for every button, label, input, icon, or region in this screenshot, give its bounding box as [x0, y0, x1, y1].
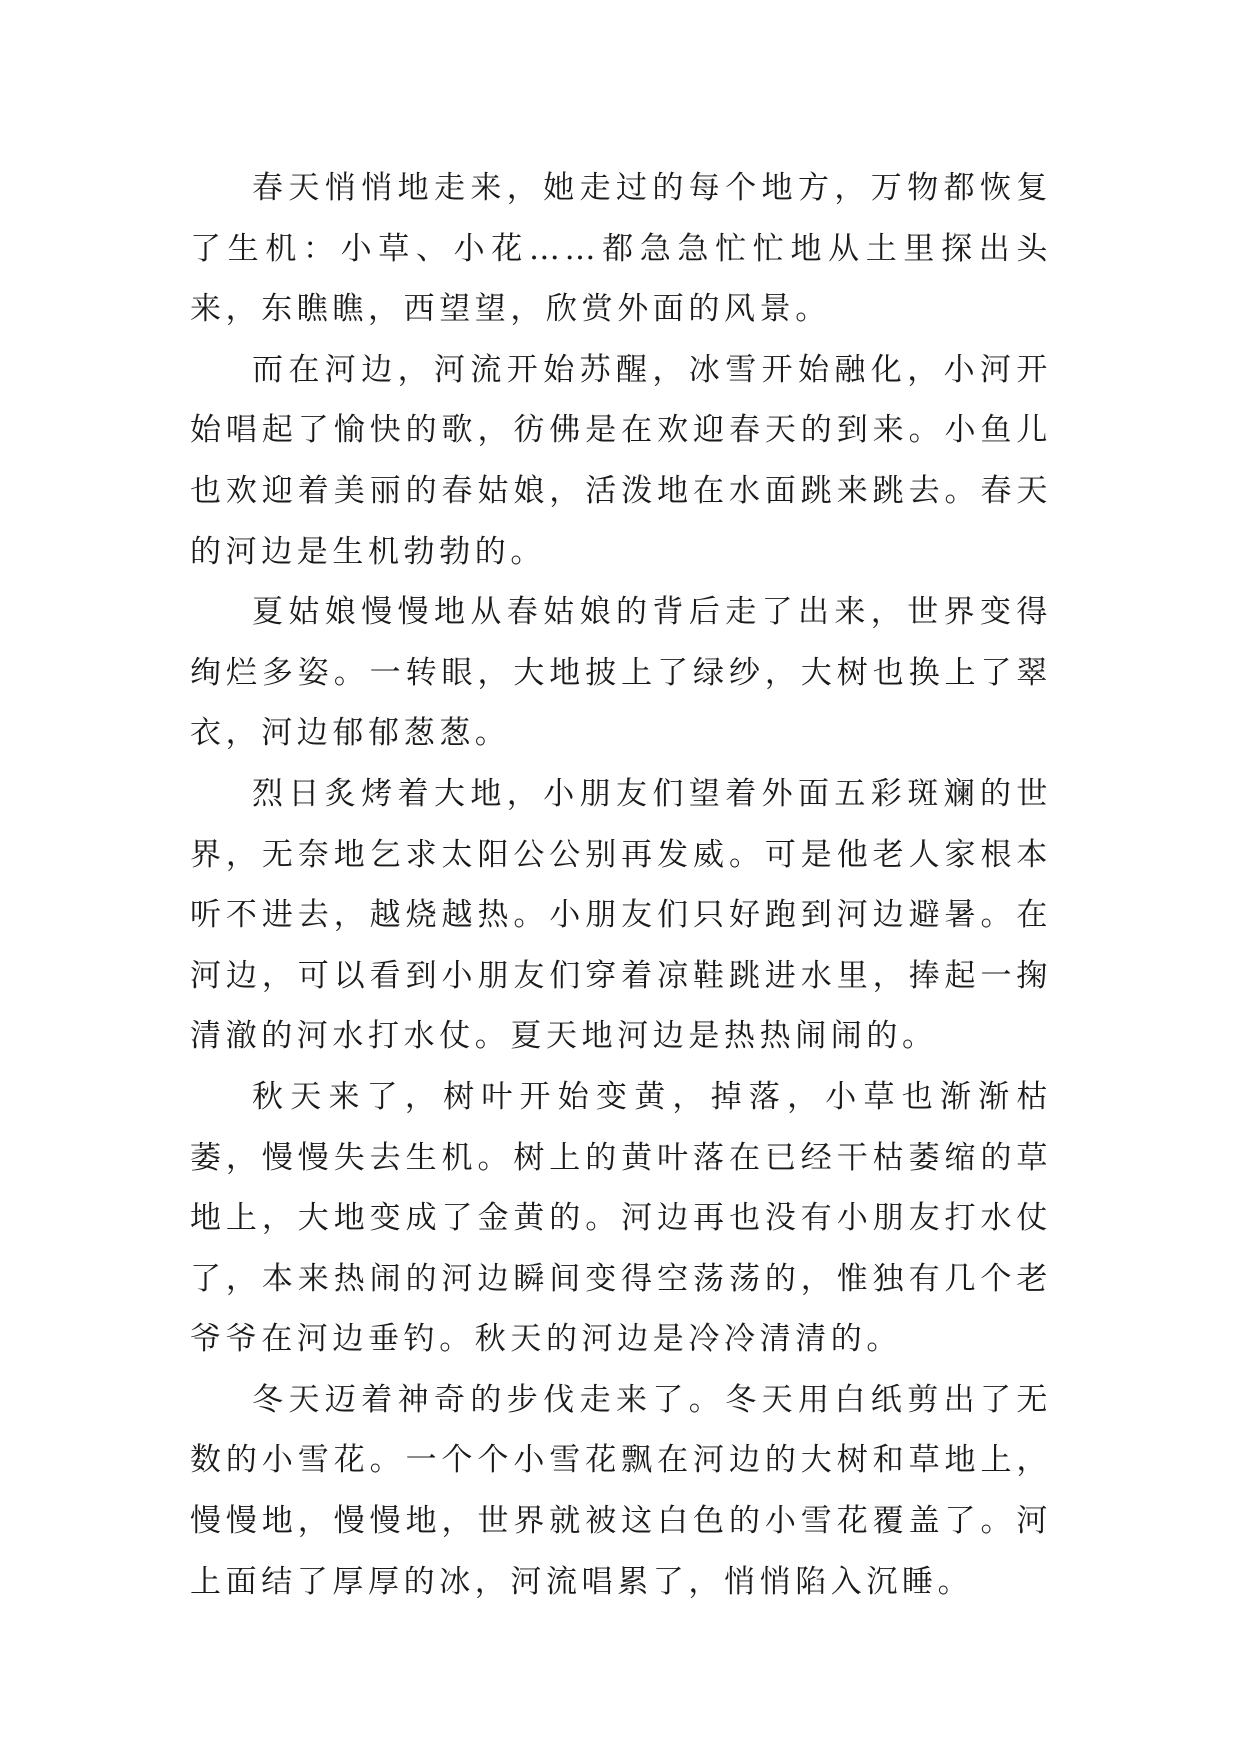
paragraph-spring-river: 而在河边，河流开始苏醒，冰雪开始融化，小河开始唱起了愉快的歌，彷佛是在欢迎春天的到来。小鱼儿也欢迎着美丽的春姑娘，活泼地在水面跳来跳去。春天的河边是生机勃勃的。	[190, 351, 1052, 570]
paragraph-summer-river: 烈日炙烤着大地，小朋友们望着外面五彩斑斓的世界，无奈地乞求太阳公公别再发威。可是他老人家根本听不进去，越烧越热。小朋友们只好跑到河边避暑。在河边，可以看到小朋友们穿着凉鞋跳进水里，捧起一掬清澈的河水打水仗。夏天地河边是热热闹闹的。	[190, 775, 1052, 1055]
paragraph-winter: 冬天迈着神奇的步伐走来了。冬天用白纸剪出了无数的小雪花。一个个小雪花飘在河边的大树和草地上，慢慢地，慢慢地，世界就被这白色的小雪花覆盖了。河上面结了厚厚的冰，河流唱累了，悄悄陷入沉睡。	[190, 1381, 1052, 1600]
paragraph-spring: 春天悄悄地走来，她走过的每个地方，万物都恢复了生机：小草、小花……都急急忙忙地从土里探出头来，东瞧瞧，西望望，欣赏外面的风景。	[190, 170, 1052, 328]
document-body	[190, 158, 1052, 1612]
paragraph-autumn: 秋天来了，树叶开始变黄，掉落，小草也渐渐枯萎，慢慢失去生机。树上的黄叶落在已经干枯萎缩的草地上，大地变成了金黄的。河边再也没有小朋友打水仗了，本来热闹的河边瞬间变得空荡荡的，惟独有几个老爷爷在河边垂钓。秋天的河边是冷冷清清的。	[190, 1078, 1052, 1358]
paragraph-summer: 夏姑娘慢慢地从春姑娘的背后走了出来，世界变得绚烂多姿。一转眼，大地披上了绿纱，大树也换上了翠衣，河边郁郁葱葱。	[190, 594, 1052, 752]
